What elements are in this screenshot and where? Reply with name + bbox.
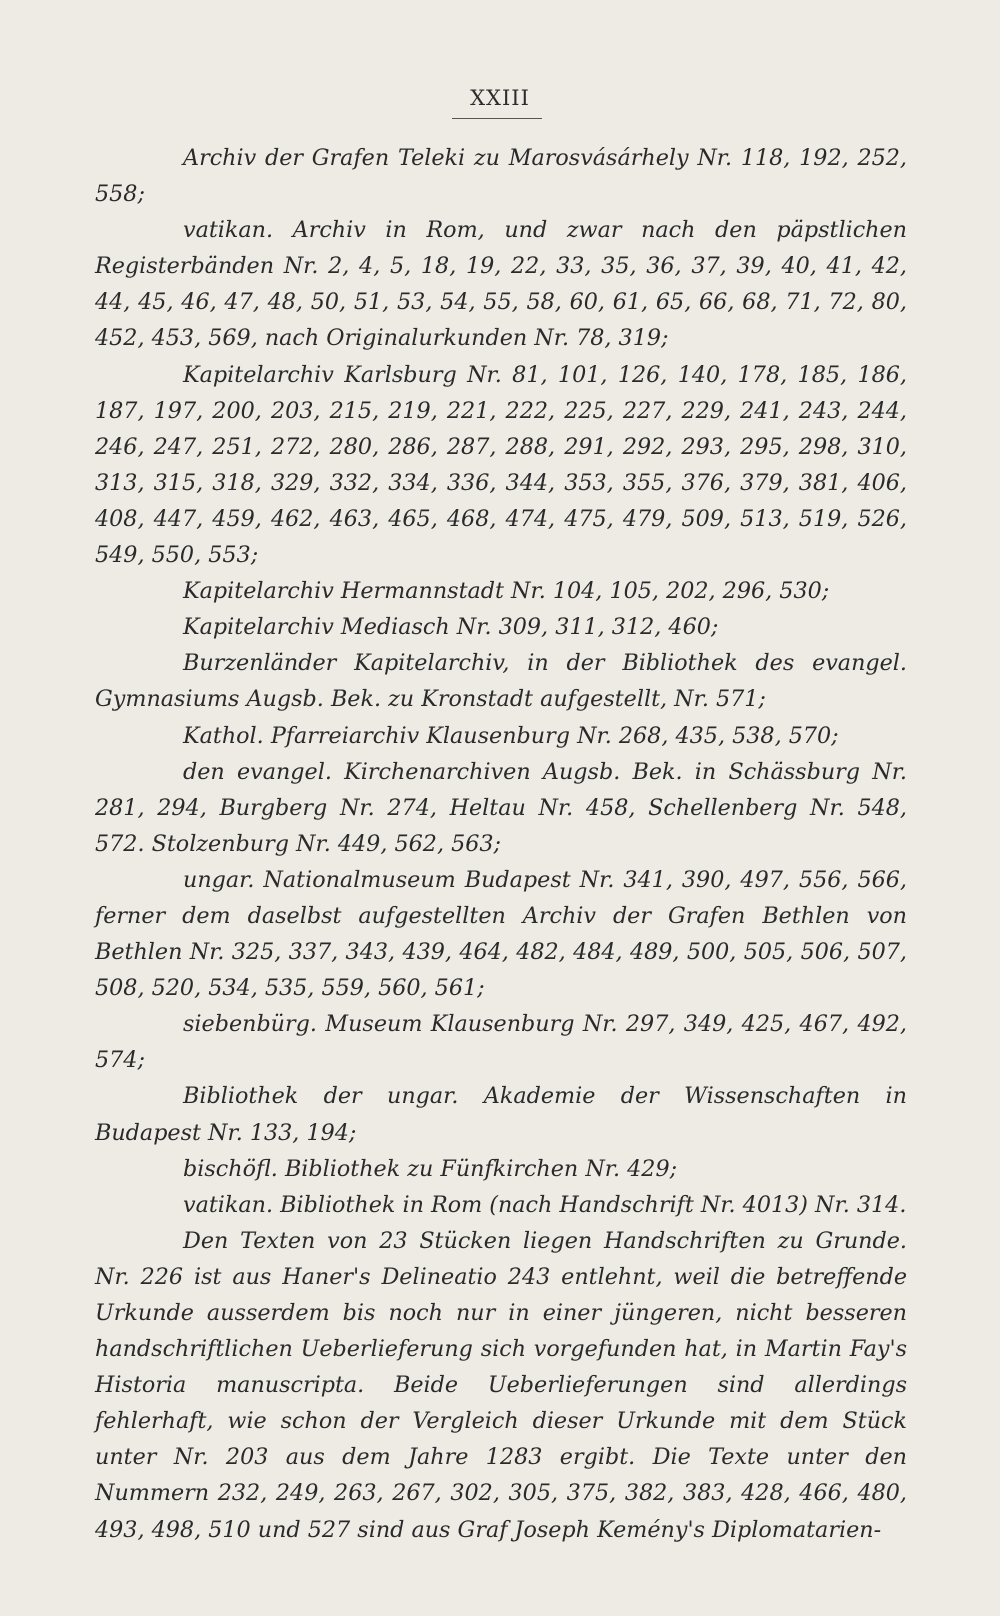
paragraph-nationalmuseum: ungar. Nationalmuseum Budapest Nr. 341, 390, 497, 556, 566, ferner dem daselbst aufgestellten Archiv der Grafen Bethlen von Bethlen Nr. 325, 337, 343, 439, 464, 482, 484, 489, 500, 505, 506, 507, 508, 520, 534, 535, 559, 560, 561; xyxy=(95,866,907,1002)
paragraph-handschriften: Den Texten von 23 Stücken liegen Handschriften zu Grunde. Nr. 226 ist aus Haner's Delineatio 243 entlehnt, weil die betreffende Urkunde ausserdem bis noch nur in einer jüngeren, nicht besseren handschriftlichen Ueberlieferung sich vorgefunden hat, in Martin Fay's Historia manuscripta. Beide Ueberlieferungen sind allerdings fehlerhaft, wie schon der Vergleich dieser Urkunde mit dem Stück unter Nr. 203 aus dem Jahre 1283 ergibt. Die Texte unter den Nummern 232, 249, 263, 267, 302, 305, 375, 382, 383, 428, 466, 480, 493, 498, 510 und 527 sind aus Graf Joseph Kemény's Diplomatarien- xyxy=(95,1227,907,1543)
paragraph-kirchenarchive: den evangel. Kirchenarchiven Augsb. Bek. in Schässburg Nr. 281, 294, Burgberg Nr. 274, Heltau Nr. 458, Schellenberg Nr. 548, 572. Stolzenburg Nr. 449, 562, 563; xyxy=(95,758,907,857)
paragraph-hermannstadt: Kapitelarchiv Hermannstadt Nr. 104, 105, 202, 296, 530; xyxy=(183,578,830,605)
paragraph-vatikan-bibliothek: vatikan. Bibliothek in Rom (nach Handschrift Nr. 4013) Nr. 314. xyxy=(183,1191,907,1218)
paragraph-klausenburg-pfarrei: Kathol. Pfarreiarchiv Klausenburg Nr. 268, 435, 538, 570; xyxy=(183,722,839,749)
page-number: XXIII xyxy=(470,86,530,110)
paragraph-karlsburg: Kapitelarchiv Karlsburg Nr. 81, 101, 126, 140, 178, 185, 186, 187, 197, 200, 203, 215, 219, 221, 222, 225, 227, 229, 241, 243, 244, 246, 247, 251, 272, 280, 286, 287, 288, 291, 292, 293, 295, 298, 310, 313, 315, 318, 329, 332, 334, 336, 344, 353, 355, 376, 379, 381, 406, 408, 447, 459, 462, 463, 465, 468, 474, 475, 479, 509, 513, 519, 526, 549, 550, 553; xyxy=(95,361,907,569)
paragraph-siebenbuerg-museum: siebenbürg. Museum Klausenburg Nr. 297, 349, 425, 467, 492, 574; xyxy=(95,1011,907,1074)
paragraph-mediasch: Kapitelarchiv Mediasch Nr. 309, 311, 312, 460; xyxy=(183,614,719,641)
paragraph-akademie: Bibliothek der ungar. Akademie der Wissenschaften in Budapest Nr. 133, 194; xyxy=(95,1083,907,1146)
body-text xyxy=(95,140,907,1548)
paragraph-teleki: Archiv der Grafen Teleki zu Marosvásárhely Nr. 118, 192, 252, 558; xyxy=(95,145,907,208)
paragraph-fuenfkirchen: bischöfl. Bibliothek zu Fünfkirchen Nr. 429; xyxy=(183,1155,678,1182)
paragraph-vatikan-archiv: vatikan. Archiv in Rom, und zwar nach den päpstlichen Registerbänden Nr. 2, 4, 5, 18, 19, 22, 33, 35, 36, 37, 39, 40, 41, 42, 44, 45, 46, 47, 48, 50, 51, 53, 54, 55, 58, 60, 61, 65, 66, 68, 71, 72, 80, 452, 453, 569, nach Originalurkunden Nr. 78, 319; xyxy=(95,217,907,352)
header-rule xyxy=(452,118,542,119)
paragraph-burzenland: Burzenländer Kapitelarchiv, in der Bibliothek des evangel. Gymnasiums Augsb. Bek. zu Kronstadt aufgestellt, Nr. 571; xyxy=(95,650,907,713)
